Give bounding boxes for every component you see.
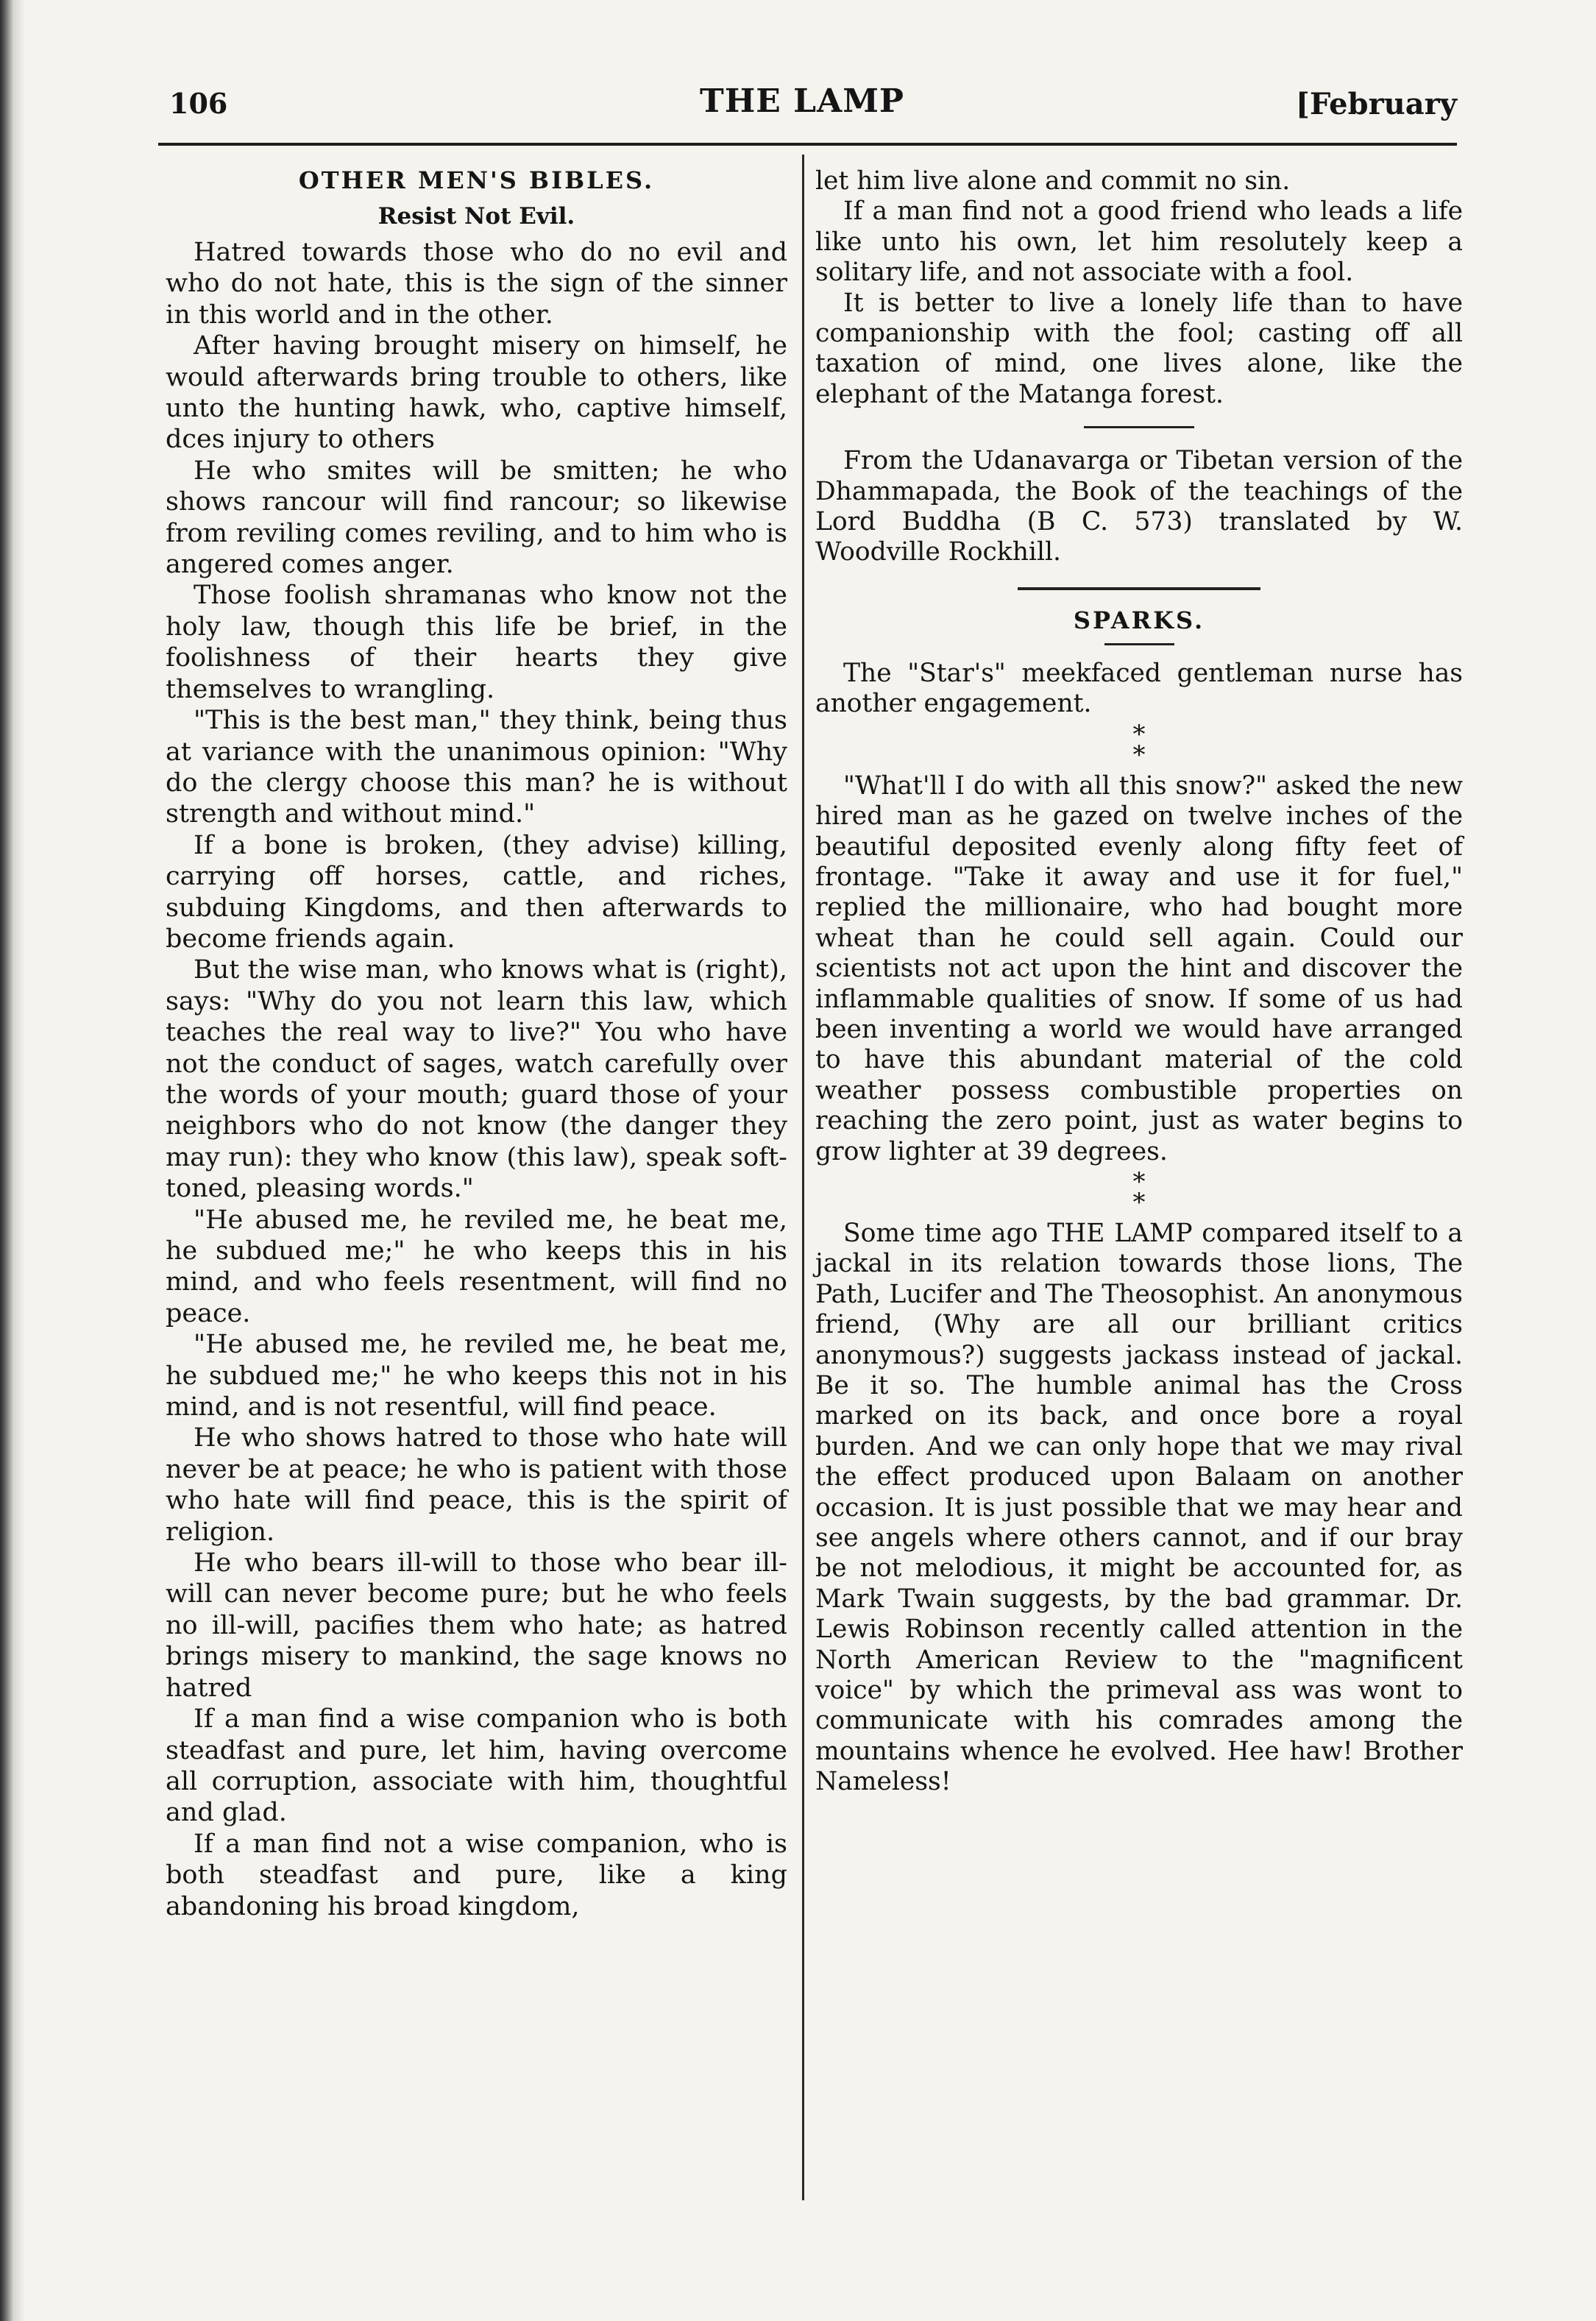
asterism-divider: * * [1132,1166,1146,1217]
paragraph: "He abused me, he reviled me, he beat me, he subdued me;" he who keeps this in his mind, and who feels resentment, will find no peace. [166,1205,787,1328]
paragraph: If a man find a wise companion who is both steadfast and pure, let him, having overcome all corruption, associate with him, thoughtful and glad. [166,1704,787,1828]
scan-edge-shadow [0,0,25,2321]
short-rule [1104,643,1174,645]
right-column [815,166,1463,1798]
source-note: From the Udanavarga or Tibetan version of the Dhammapada, the Book of the teachings of the Lord Buddha (B C. 573) translated by W. Woodville Rockhill. [815,446,1463,567]
paragraph: If a man find not a wise companion, who is both steadfast and pure, like a king abandoning his broad kingdom, [166,1829,787,1921]
section-heading-sparks: SPARKS. [1073,606,1205,634]
page-number: 106 [169,87,228,120]
paragraph: The "Star's" meekfaced gentleman nurse has another engagement. [815,658,1463,719]
column-divider [802,155,804,2200]
paragraph: Some time ago THE LAMP compared itself to a jackal in its relation towards those lions, The Path, Lucifer and The Theosophist. An anonymous friend, (Why are all our brilliant critics anonymous?) suggests jackass instead of jackal. Be it so. The humble animal has the Cross marked on its back, and once bore a royal burden. And we can only hope that we may rival the effect produced upon Balaam on another occasion. It is just possible that we may hear and see angels where others cannot, and if our bray be not melodious, it might be accounted for, as Mark Twain suggests, by the bad grammar. Dr. Lewis Robinson recently called attention in the North American Review to the "magnificent voice" by which the primeval ass was wont to communicate with his comrades among the mountains whence he evolved. Hee haw! Brother Nameless! [815,1218,1463,1797]
paragraph: Hatred towards those who do no evil and who do not hate, this is the sign of the sinner in this world and in the other. [166,238,787,330]
paragraph: let him live alone and commit no sin. [815,166,1291,196]
paragraph: He who shows hatred to those who hate will never be at peace; he who is patient with those who hate will find peace, this is the spirit of religion. [166,1423,787,1547]
paragraph: If a man find not a good friend who leads a life like unto his own, let him resolutely keep a solitary life, and not associate with a fool. [815,196,1463,288]
section-rule [1018,587,1260,590]
short-rule [1084,426,1194,428]
page-header [147,82,1457,134]
paragraph: "This is the best man," they think, being thus at variance with the unanimous opinion: "Why do the clergy choose this man? he is without strength and without mind." [166,706,787,829]
paragraph: He who bears ill-will to those who bear ill-will can never become pure; but he who feels no ill-will, pacifies them who hate; as hatred brings misery to mankind, the sage knows no hatred [166,1548,787,1703]
paragraph: "What'll I do with all this snow?" asked the new hired man as he gazed on twelve inches of the beautiful deposited evenly along fifty feet of frontage. "Take it away and use it for fuel," replied the millionaire, who had bought more wheat than he could sell again. Could our scientists not act upon the hint and discover the inflammable qualities of snow. If some of us had been inventing a world we would have arranged to have this abundant material of the cold weather possess combustible properties on reaching the zero point, just as water begins to grow lighter at 39 degrees. [815,770,1463,1166]
paragraph: "He abused me, he reviled me, he beat me, he subdued me;" he who keeps this not in his mind, and is not resentful, will find peace. [166,1330,787,1422]
running-month: [February [1296,87,1457,121]
asterism-divider: * * [1132,719,1146,770]
left-column [166,166,787,1922]
section-subheading-resist-not-evil: Resist Not Evil. [377,203,575,230]
running-title: THE LAMP [699,82,905,120]
header-rule [158,143,1457,146]
paragraph: It is better to live a lonely life than to have companionship with the fool; casting off all taxation of mind, one lives alone, like the elephant of the Matanga forest. [815,288,1463,409]
paragraph: Those foolish shramanas who know not the holy law, though this life be brief, in the foolishness of their hearts they give themselves to wrangling. [166,581,787,704]
paragraph: He who smites will be smitten; he who shows rancour will find rancour; so likewise from reviling comes reviling, and to him who is angered comes anger. [166,456,787,580]
paragraph: But the wise man, who knows what is (right), says: "Why do you not learn this law, which teaches the real way to live?" You who have not the conduct of sages, watch carefully over the words of your mouth; guard those of your neighbors who do not know (the danger they may run): they who know (this law), speak soft-toned, pleasing words." [166,955,787,1204]
paragraph: After having brought misery on himself, he would afterwards bring trouble to others, like unto the hunting hawk, who, captive himself, dces injury to others [166,331,787,455]
paragraph: If a bone is broken, (they advise) killing, carrying off horses, cattle, and riches, subduing Kingdoms, and then afterwards to become friends again. [166,830,787,954]
section-heading-other-mens-bibles: OTHER MEN'S BIBLES. [298,166,655,194]
